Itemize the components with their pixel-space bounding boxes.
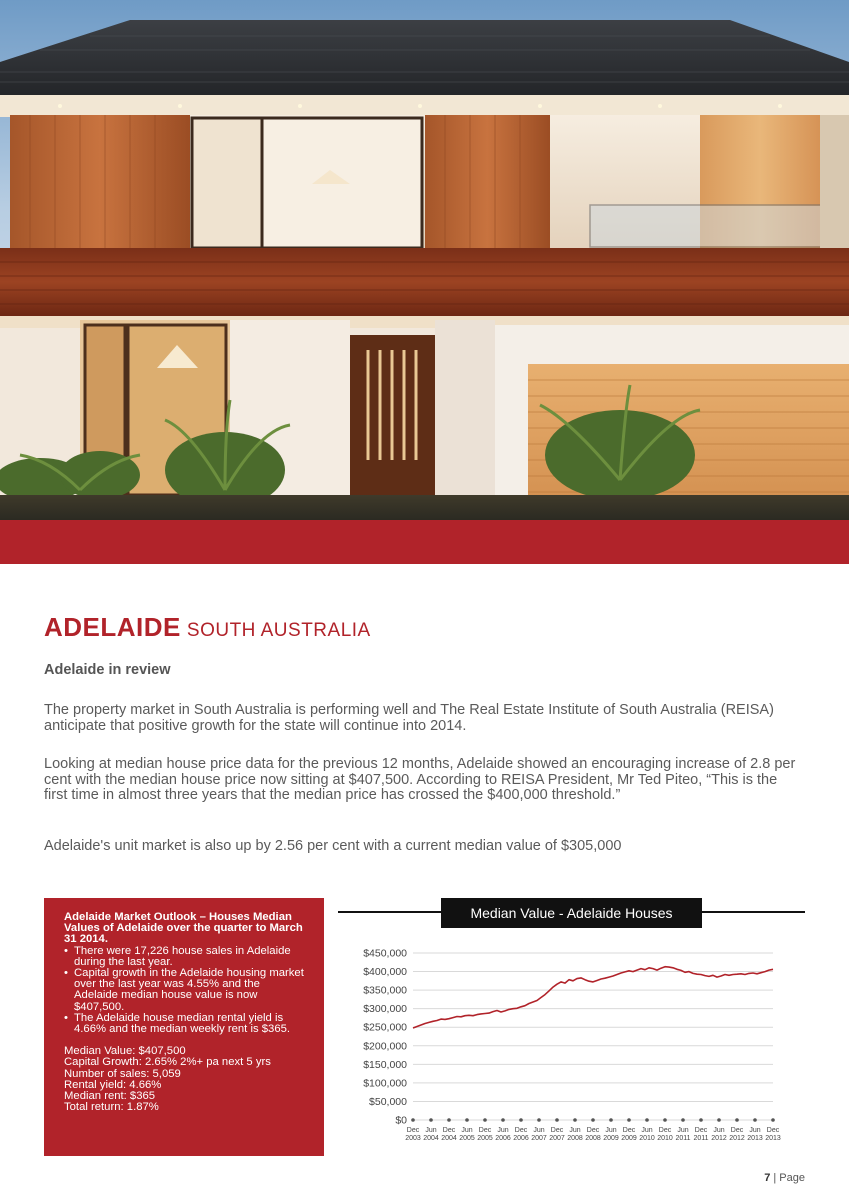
x-tick-marker [627,1118,631,1122]
x-tick-label: Dec [478,1127,492,1134]
x-tick-label: Dec [658,1127,672,1134]
x-tick-label: Dec [406,1127,420,1134]
x-tick-label: Dec [514,1127,528,1134]
x-tick-label: Jun [641,1127,653,1134]
x-tick-label: 2013 [747,1135,763,1142]
x-tick-label: 2010 [639,1135,655,1142]
y-tick-label: $350,000 [363,984,407,997]
outlook-heading: Adelaide Market Outlook – Houses Median Values of Adelaide over the quarter to March 31 2014. [64,911,303,946]
x-tick-marker [591,1118,595,1122]
x-tick-label: Jun [497,1127,509,1134]
y-tick-label: $50,000 [369,1095,407,1108]
y-tick-label: $450,000 [363,947,407,960]
x-tick-label: Dec [730,1127,744,1134]
stat-total-return: Total return: 1.87% [64,1101,159,1114]
outlook-bullet: • The Adelaide house median rental yield is 4.66% and the median weekly rent is $365. [64,1013,304,1035]
x-tick-label: 2007 [531,1135,547,1142]
x-tick-label: 2013 [765,1135,781,1142]
x-tick-label: 2010 [657,1135,673,1142]
x-tick-marker [609,1118,613,1122]
x-tick-marker [717,1118,721,1122]
x-tick-label: 2005 [459,1135,475,1142]
x-tick-label: 2003 [405,1135,421,1142]
y-tick-label: $0 [395,1114,407,1127]
outlook-bullet: • Capital growth in the Adelaide housing market over the last year was 4.55% and the Adelaide median house value is now $407,500. [64,968,304,1013]
y-tick-label: $250,000 [363,1021,407,1034]
y-tick-label: $150,000 [363,1058,407,1071]
x-tick-marker [483,1118,487,1122]
x-tick-marker [645,1118,649,1122]
x-tick-label: 2005 [477,1135,493,1142]
stat-rental-yield: Rental yield: 4.66% [64,1078,162,1091]
x-tick-label: 2006 [513,1135,529,1142]
stat-number-of-sales: Number of sales: 5,059 [64,1067,181,1080]
x-tick-label: 2004 [441,1135,457,1142]
x-tick-marker [753,1118,757,1122]
x-tick-marker [447,1118,451,1122]
state-name: SOUTH AUSTRALIA [186,620,371,641]
x-tick-label: Dec [766,1127,780,1134]
x-tick-marker [663,1118,667,1122]
x-tick-label: Jun [677,1127,689,1134]
y-tick-label: $400,000 [363,966,407,979]
chart-title: Median Value - Adelaide Houses [441,898,702,928]
x-tick-marker [735,1118,739,1122]
x-tick-marker [429,1118,433,1122]
x-tick-label: Dec [442,1127,456,1134]
paragraph-unit-market: Adelaide's unit market is also up by 2.56 per cent with a current median value of $305,000 [44,838,622,854]
paragraph-market-overview: The property market in South Australia is performing well and The Real Estate Institute of South Australia (REISA) anticipate that positive growth for the state will continue into 2014. [44,702,774,734]
y-tick-label: $300,000 [363,1003,407,1016]
hero-house-image [0,0,849,520]
x-tick-label: Dec [622,1127,636,1134]
x-tick-label: Dec [586,1127,600,1134]
x-tick-label: 2004 [423,1135,439,1142]
median-value-chart [338,935,805,1150]
page-number-value: 7 [764,1172,771,1184]
x-tick-label: 2009 [603,1135,619,1142]
x-tick-label: Jun [605,1127,617,1134]
x-tick-label: 2011 [693,1135,709,1142]
page-label: Page [779,1172,805,1184]
paragraph-median-price: Looking at median house price data for the previous 12 months, Adelaide showed an encouraging increase of 2.8 per cent with the median house price now sitting at $407,500. According to REISA President, Mr Ted Piteo, “This is the first time in almost three years that the median price has crossed the $400,000 threshold.” [44,756,796,803]
x-tick-marker [519,1118,523,1122]
x-tick-marker [699,1118,703,1122]
x-tick-label: 2006 [495,1135,511,1142]
page-number: 7 | Page [764,1172,805,1184]
hero-red-band [0,520,849,564]
market-outlook-box [44,898,324,1156]
x-tick-label: 2009 [621,1135,637,1142]
house-illustration [0,0,849,520]
x-tick-marker [681,1118,685,1122]
stat-median-rent: Median rent: $365 [64,1090,156,1103]
x-tick-marker [771,1118,775,1122]
x-tick-marker [465,1118,469,1122]
x-tick-marker [555,1118,559,1122]
x-tick-marker [411,1118,415,1122]
stat-capital-growth: Capital Growth: 2.65% 2%+ pa next 5 yrs [64,1056,271,1069]
x-tick-label: 2008 [585,1135,601,1142]
y-tick-label: $100,000 [363,1077,407,1090]
x-tick-marker [501,1118,505,1122]
x-tick-label: Jun [569,1127,581,1134]
city-name: ADELAIDE [44,612,181,642]
x-tick-label: Dec [550,1127,564,1134]
x-tick-marker [537,1118,541,1122]
section-heading: Adelaide in review [44,662,171,678]
x-tick-label: Jun [713,1127,725,1134]
x-tick-label: 2007 [549,1135,565,1142]
stat-median-value: Median Value: $407,500 [64,1045,186,1058]
x-tick-label: Jun [533,1127,545,1134]
x-tick-label: 2008 [567,1135,583,1142]
page-title [44,612,371,643]
x-tick-label: 2012 [729,1135,745,1142]
x-tick-label: 2012 [711,1135,727,1142]
x-tick-label: Jun [425,1127,437,1134]
outlook-bullets [64,946,304,1036]
series-line-median-value [413,967,773,1028]
x-tick-label: 2011 [675,1135,691,1142]
x-tick-marker [573,1118,577,1122]
x-tick-label: Jun [749,1127,761,1134]
outlook-bullet: • There were 17,226 house sales in Adelaide during the last year. [64,946,304,968]
x-tick-label: Jun [461,1127,473,1134]
y-tick-label: $200,000 [363,1040,407,1053]
x-tick-label: Dec [694,1127,708,1134]
